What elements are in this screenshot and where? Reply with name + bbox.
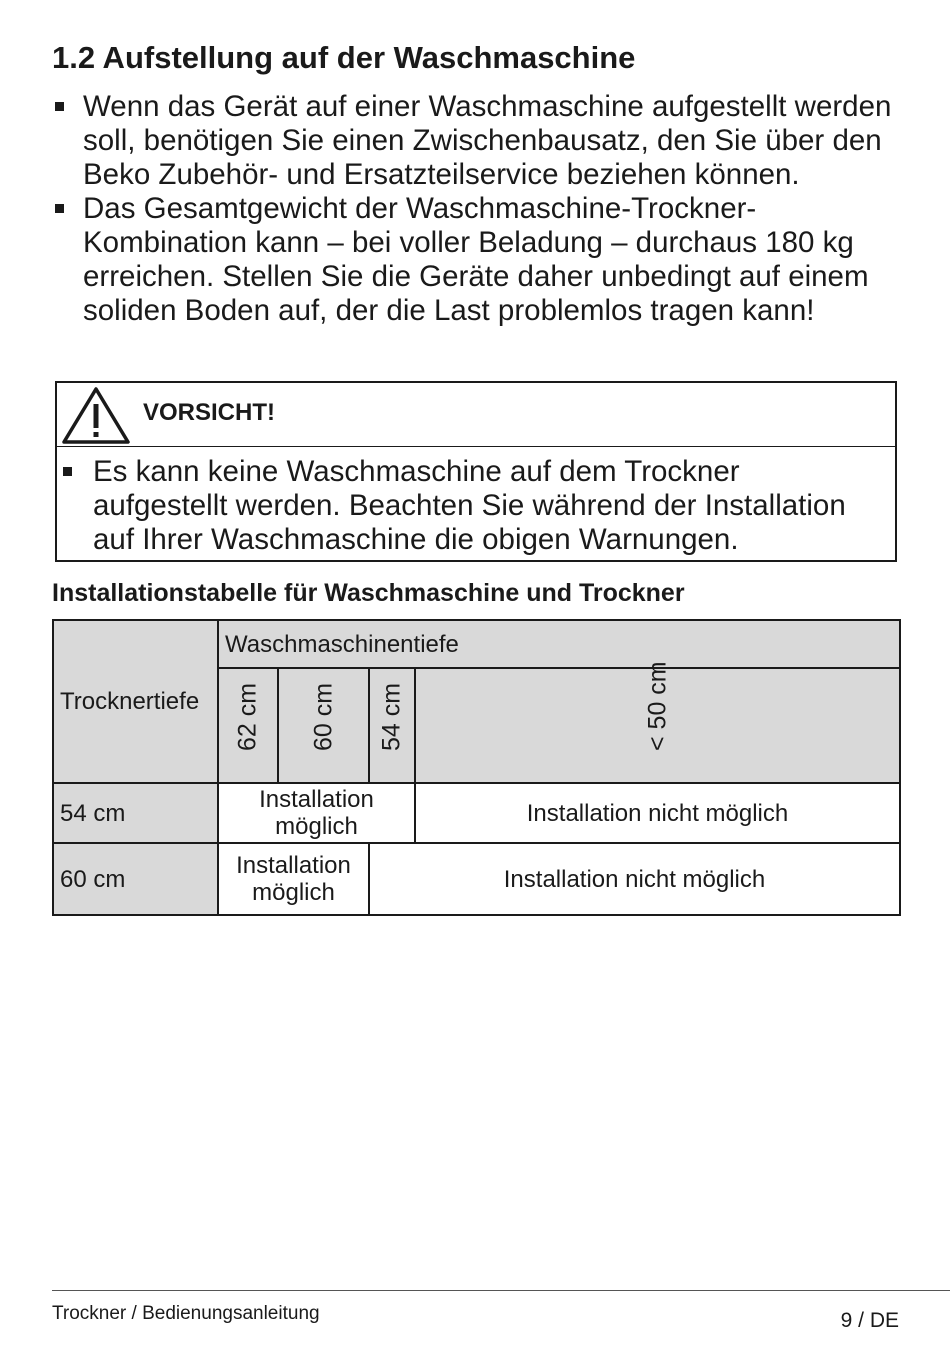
cell-possible: Installation möglich xyxy=(218,843,369,915)
bullet-item xyxy=(52,192,912,328)
depth-label: < 50 cm xyxy=(643,661,671,751)
table-row xyxy=(53,843,900,915)
warning-body xyxy=(60,455,880,557)
cell-possible: Installation möglich xyxy=(218,783,415,843)
cell-not-possible: Installation nicht möglich xyxy=(415,783,900,843)
page-number: 9 / DE xyxy=(840,1309,899,1332)
bullet-text: Wenn das Gerät auf einer Waschmaschine aufgestellt werden soll, benötigen Sie einen Zwischenbausatz, den Sie über den Beko Zubehör- und Ersatzteilservice beziehen können. xyxy=(83,90,892,191)
footer-divider xyxy=(52,1290,950,1291)
bullet-list xyxy=(52,90,912,328)
table-row xyxy=(53,783,900,843)
installation-table xyxy=(52,619,901,916)
depth-label: 60 cm xyxy=(309,682,337,751)
footer-doc-title: Trockner / Bedienungsanleitung xyxy=(52,1303,320,1324)
bullet-square-icon xyxy=(63,467,72,476)
table-title: Installationstabelle für Waschmaschine und Trockner xyxy=(52,579,685,607)
depth-label: 54 cm xyxy=(377,682,406,751)
warning-header xyxy=(57,383,895,447)
depth-header xyxy=(415,661,900,783)
row-label: 60 cm xyxy=(53,843,218,915)
warning-label: VORSICHT! xyxy=(143,399,275,426)
cell-not-possible: Installation nicht möglich xyxy=(369,843,900,915)
bullet-square-icon xyxy=(55,102,64,111)
warning-bullet xyxy=(60,455,880,557)
bullet-text: Das Gesamtgewicht der Waschmaschine-Trockner-Kombination kann – bei voller Beladung – durchaus 180 kg erreichen. Stellen Sie die Geräte daher unbedingt auf einem soliden Boden auf, der die Last problemlos tragen kann! xyxy=(83,192,869,327)
warning-box xyxy=(55,381,897,562)
depth-header xyxy=(369,668,415,783)
row-label: 54 cm xyxy=(53,783,218,843)
bullet-item xyxy=(52,90,912,192)
warning-triangle-icon xyxy=(61,385,131,445)
depth-label: 62 cm xyxy=(233,682,262,751)
section-title: 1.2 Aufstellung auf der Waschmaschine xyxy=(52,40,636,75)
depth-header xyxy=(218,668,278,783)
depth-header xyxy=(278,668,369,783)
corner-label: Trocknertiefe xyxy=(53,620,218,783)
warning-text: Es kann keine Waschmaschine auf dem Trockner aufgestellt werden. Beachten Sie während der Installation auf Ihrer Waschmaschine die obigen Warnungen. xyxy=(93,455,846,556)
group-header: Waschmaschinentiefe xyxy=(218,620,900,668)
bullet-square-icon xyxy=(55,204,64,213)
